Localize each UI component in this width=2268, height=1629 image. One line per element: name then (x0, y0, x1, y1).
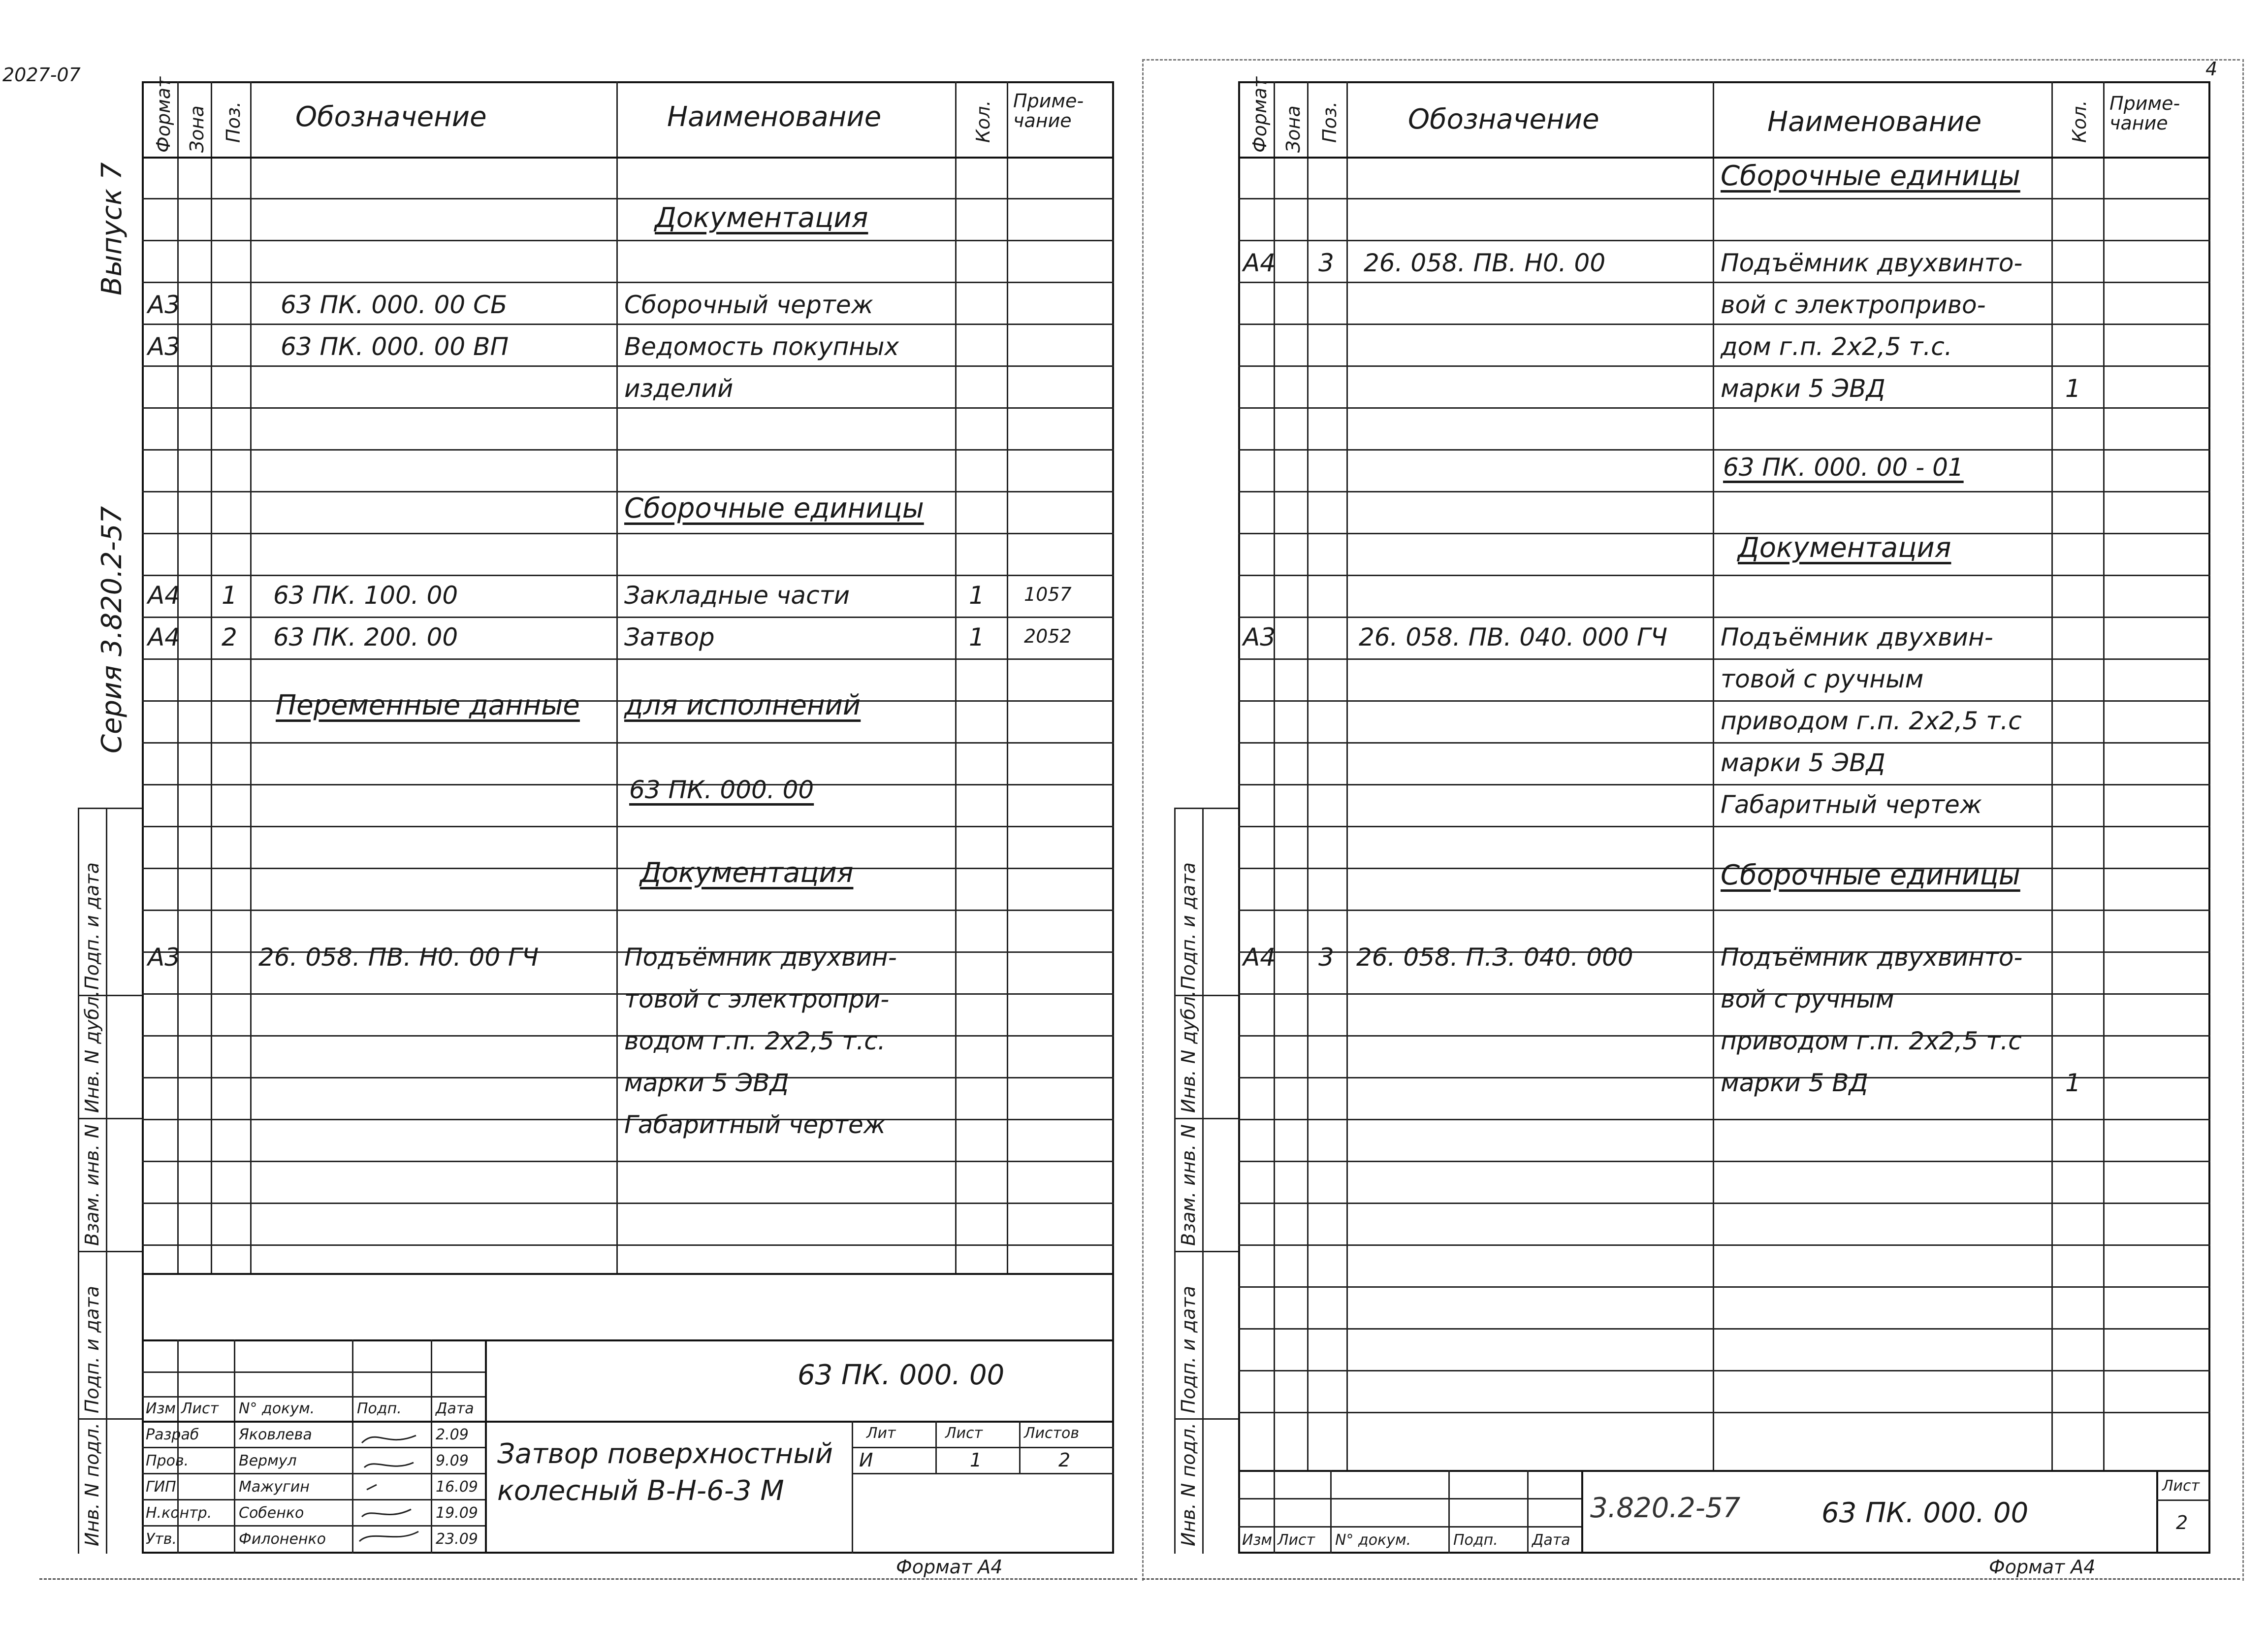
row-format: А4 (148, 581, 181, 610)
stamp-row (142, 1396, 485, 1398)
stamp-row (1238, 1498, 1581, 1499)
row-name: Подъёмник двухвинто- (1721, 943, 2023, 972)
hdr-zone: Зона (186, 105, 208, 153)
row-name: Закладные части (624, 581, 850, 610)
hdr-zone: Зона (1282, 105, 1304, 153)
col-line (955, 81, 957, 1273)
row-line (1238, 742, 2210, 744)
row-line (142, 407, 1114, 409)
row-line (1238, 407, 2210, 409)
stamp-col-label: Изм (1242, 1531, 1273, 1549)
row-line (142, 240, 1114, 241)
row-name: марки 5 ЭВД (624, 1069, 789, 1097)
stub-label: Подп. и дата (1178, 862, 1199, 990)
stamp-col (1527, 1470, 1529, 1554)
row-qty: 1 (969, 623, 985, 652)
hdr-pos: Поз. (223, 101, 244, 143)
row-line (1238, 533, 2210, 534)
row-line (1238, 1286, 2210, 1288)
row-line (142, 575, 1114, 576)
row-pos: 1 (222, 581, 237, 610)
row-qty: 1 (2065, 374, 2081, 403)
row-name: Затвор (624, 623, 715, 652)
row-name: марки 5 ЭВД (1721, 749, 1885, 777)
row-line (1238, 575, 2210, 576)
stamp-row (852, 1473, 1114, 1474)
stamp-person: Собенко (239, 1504, 304, 1522)
hdr-format: Формат (1249, 76, 1271, 153)
stamp-sheets: 2 (1058, 1449, 1071, 1471)
stamp-series: 3.820.2-57 (1590, 1492, 1741, 1524)
row-name: марки 5 ВД (1721, 1069, 1868, 1097)
stamp-col-label: N° докум. (1335, 1531, 1411, 1549)
row-designation: 63 ПК. 100. 00 (273, 581, 458, 610)
stamp-col-label: N° докум. (239, 1400, 315, 1417)
row-name: Документация (1738, 532, 1951, 564)
page-edge (39, 1578, 1137, 1580)
hdr-pos: Поз. (1319, 101, 1341, 143)
stamp-lit: И (859, 1449, 873, 1471)
row-line (142, 910, 1114, 911)
stamp-row (142, 1447, 485, 1448)
row-name: товой с ручным (1721, 665, 1924, 693)
row-format: А4 (148, 623, 181, 652)
stub-divider (1174, 1418, 1238, 1420)
row-note: 2052 (1024, 625, 1072, 647)
row-line (1238, 491, 2210, 492)
row-name: водом г.п. 2х2,5 т.с. (624, 1027, 886, 1055)
row-format: А3 (148, 291, 181, 319)
row-name: 63 ПК. 000. 00 (629, 776, 814, 804)
row-line (142, 742, 1114, 744)
row-line (1238, 1244, 2210, 1246)
row-line (1238, 198, 2210, 199)
col-line (177, 81, 179, 1273)
stub-divider (1174, 1118, 1238, 1119)
row-line (1238, 324, 2210, 325)
stamp-title: Затвор поверхностный (497, 1438, 833, 1470)
row-pos: 3 (1318, 943, 1334, 972)
row-line (142, 449, 1114, 451)
row-line (1238, 282, 2210, 283)
stamp-top-line (1238, 1470, 2210, 1472)
row-designation: 26. 058. ПВ. 040. 000 ГЧ (1359, 623, 1668, 652)
row-name: Подъёмник двухвин- (624, 943, 897, 972)
row-line (1238, 1370, 2210, 1371)
stamp-row (142, 1371, 485, 1373)
stamp-person: Вермул (239, 1452, 297, 1469)
stamp-col (1019, 1421, 1021, 1473)
row-designation: 26. 058. ПВ. Н0. 00 (1364, 249, 1606, 277)
stamp-date: 9.09 (436, 1452, 469, 1469)
stamp-col-label: Лист (1278, 1531, 1315, 1549)
row-line (1238, 617, 2210, 618)
stub-divider (1174, 1251, 1238, 1252)
stub-label: Взам. инв. N (81, 1124, 103, 1246)
page-edge (1142, 59, 2240, 61)
stamp-role: Утв. (146, 1531, 177, 1548)
stamp-code: 63 ПК. 000. 00 (1821, 1497, 2029, 1529)
row-line (142, 198, 1114, 199)
col-line (1007, 81, 1008, 1273)
stub-divider (1174, 808, 1238, 809)
sheet-separator (1142, 59, 1144, 1581)
row-line (142, 868, 1114, 869)
row-designation: 63 ПК. 000. 00 СБ (281, 291, 508, 319)
row-line (1238, 700, 2210, 702)
row-qty: 1 (2065, 1069, 2081, 1097)
stamp-col-label: Лист (181, 1400, 219, 1417)
row-name: Сборочные единицы (624, 492, 924, 524)
stub-border (78, 808, 79, 1554)
hdr-designation: Обозначение (295, 101, 487, 133)
stamp-row (142, 1499, 485, 1500)
hdr-note: Приме-чание (2109, 93, 2180, 134)
stamp-role: Н.контр. (146, 1504, 212, 1522)
row-name: Ведомость покупных (624, 332, 899, 361)
row-format: А4 (1243, 943, 1276, 972)
stub-label: Инв. N подл. (81, 1422, 103, 1546)
row-name: Сборочный чертеж (624, 291, 873, 319)
stamp-sheet-label: Лист (945, 1425, 983, 1442)
row-line (1238, 449, 2210, 451)
stamp-person: Филоненко (239, 1531, 326, 1548)
row-note: 1057 (1024, 584, 1072, 605)
row-line (142, 1161, 1114, 1162)
stamp-col (1448, 1470, 1450, 1554)
stamp-row (142, 1473, 485, 1474)
row-line (142, 1203, 1114, 1204)
col-line (2103, 81, 2105, 1470)
row-designation: 63 ПК. 200. 00 (273, 623, 458, 652)
row-name: товой с электропри- (624, 985, 890, 1013)
row-name: Документация (640, 857, 854, 889)
row-name: изделий (624, 374, 734, 403)
stamp-col (935, 1421, 937, 1473)
row-line (1238, 1161, 2210, 1162)
stamp-col (852, 1421, 853, 1554)
row-format: А3 (1243, 623, 1276, 652)
row-line (1238, 1119, 2210, 1120)
stamp-row (2156, 1499, 2210, 1501)
hdr-qty: Кол. (2069, 100, 2090, 143)
row-format: А4 (1243, 249, 1276, 277)
stub-label: Инв. N дубл. (1178, 990, 1199, 1113)
col-line (1274, 81, 1275, 1470)
stamp-col (2156, 1470, 2158, 1554)
row-line (1238, 658, 2210, 660)
col-line (250, 81, 252, 1273)
row-designation: 63 ПК. 000. 00 ВП (281, 332, 509, 361)
hdr-format: Формат (153, 76, 174, 153)
col-line (211, 81, 212, 1273)
row-name: приводом г.п. 2х2,5 т.с (1721, 707, 2022, 735)
row-line (1238, 1412, 2210, 1413)
corner-number: 2027-07 (2, 64, 81, 86)
row-name: вой с электроприво- (1721, 291, 1986, 319)
stamp-row (852, 1447, 1114, 1448)
stub-label: Подп. и дата (81, 1286, 103, 1413)
stamp-top-line (142, 1339, 1114, 1341)
stub-label: Инв. N дубл. (81, 990, 103, 1113)
stamp-col-label: Подп. (357, 1400, 402, 1417)
row-name: для исполнений (624, 689, 861, 721)
stamp-col-label: Дата (1532, 1531, 1570, 1549)
stamp-person: Яковлева (239, 1426, 312, 1443)
stub-label: Взам. инв. N (1178, 1124, 1199, 1246)
row-name: дом г.п. 2х2,5 т.с. (1721, 332, 1952, 361)
hdr-name: Наименование (667, 101, 882, 133)
signatures (357, 1423, 421, 1546)
row-name: Подъёмник двухвинто- (1721, 249, 2023, 277)
hdr-designation: Обозначение (1408, 103, 1599, 135)
header-line (1238, 157, 2210, 159)
row-designation: 26. 058. ПВ. Н0. 00 ГЧ (258, 943, 539, 972)
stamp-col-label: Изм (146, 1400, 176, 1417)
stamp-date: 19.09 (436, 1504, 478, 1522)
stamp-row (142, 1525, 485, 1527)
row-name: Сборочные единицы (1721, 859, 2020, 891)
stamp-row (142, 1421, 1114, 1423)
stamp-sheet: 1 (970, 1449, 982, 1471)
row-line (142, 324, 1114, 325)
stamp-person: Мажугин (239, 1478, 310, 1496)
row-designation: Переменные данные (276, 689, 580, 721)
page-edge (1142, 1578, 2240, 1580)
row-line (142, 1244, 1114, 1246)
row-name: Подъёмник двухвин- (1721, 623, 1993, 652)
stamp-code: 63 ПК. 000. 00 (798, 1359, 1005, 1391)
stub-divider (78, 1418, 142, 1420)
stamp-col (1274, 1470, 1275, 1554)
row-format: А3 (148, 332, 181, 361)
stub-label: Подп. и дата (1178, 1286, 1199, 1413)
stamp-col (485, 1339, 487, 1554)
col-line (1346, 81, 1348, 1470)
hdr-name: Наименование (1767, 106, 1982, 138)
row-designation: 26. 058. П.З. 040. 000 (1356, 943, 1633, 972)
row-pos: 2 (222, 623, 237, 652)
row-line (1238, 826, 2210, 827)
stamp-sheet: 2 (2176, 1512, 2188, 1533)
stub-border (106, 808, 107, 1554)
row-line (1238, 910, 2210, 911)
hdr-note: Приме-чание (1013, 90, 1084, 131)
page-corner: 4 (2205, 58, 2218, 80)
row-name: вой с ручным (1721, 985, 1894, 1013)
row-pos: 3 (1318, 249, 1334, 277)
row-name: Габаритный чертеж (624, 1110, 886, 1139)
stamp-title: колесный В-Н-6-3 М (497, 1475, 784, 1507)
stub-border (1202, 808, 1204, 1554)
stamp-sheets-label: Листов (1024, 1425, 1080, 1442)
stamp-col (1330, 1470, 1332, 1554)
row-qty: 1 (969, 581, 985, 610)
stub-divider (78, 1118, 142, 1119)
col-line (1307, 81, 1309, 1470)
row-line (1238, 1203, 2210, 1204)
stamp-lit-label: Лит (866, 1425, 896, 1442)
page-edge (2242, 59, 2244, 1581)
row-line (142, 533, 1114, 534)
row-line (1238, 240, 2210, 241)
row-line (142, 282, 1114, 283)
stamp-sheet-label: Лист (2162, 1477, 2200, 1495)
stamp-col (1581, 1470, 1583, 1554)
stamp-col-label: Дата (436, 1400, 474, 1417)
stamp-date: 2.09 (436, 1426, 469, 1443)
row-name: марки 5 ЭВД (1721, 374, 1885, 403)
format-label: Формат А4 (1989, 1556, 2096, 1578)
stub-label: Подп. и дата (81, 862, 103, 990)
stamp-col-label: Подп. (1453, 1531, 1498, 1549)
table-bottom-line (142, 1273, 1114, 1275)
row-format: А3 (148, 943, 181, 972)
stamp-role: Разраб (146, 1426, 199, 1443)
row-line (142, 826, 1114, 827)
row-line (1238, 1328, 2210, 1330)
hdr-qty: Кол. (972, 100, 994, 143)
col-line (1713, 81, 1714, 1470)
row-name: Документация (655, 202, 868, 234)
stamp-row (1238, 1526, 1581, 1528)
stamp-role: ГИП (146, 1478, 176, 1496)
row-line (142, 784, 1114, 785)
stub-border (1174, 808, 1176, 1554)
row-line (142, 658, 1114, 660)
stub-divider (78, 1251, 142, 1252)
col-line (2051, 81, 2053, 1470)
stub-divider (78, 808, 142, 809)
row-line (1238, 784, 2210, 785)
side-issue: Выпуск 7 (96, 162, 128, 295)
format-label: Формат А4 (896, 1556, 1003, 1578)
row-name: приводом г.п. 2х2,5 т.с (1721, 1027, 2022, 1055)
stamp-date: 16.09 (436, 1478, 478, 1496)
row-line (142, 365, 1114, 367)
side-series: Серия 3.820.2-57 (96, 506, 128, 753)
stamp-role: Пров. (146, 1452, 189, 1469)
col-line (616, 81, 618, 1273)
row-line (142, 617, 1114, 618)
row-name: 63 ПК. 000. 00 - 01 (1723, 453, 1964, 482)
row-name: Сборочные единицы (1721, 160, 2020, 192)
stamp-date: 23.09 (436, 1531, 478, 1548)
stub-label: Инв. N подл. (1178, 1422, 1199, 1546)
header-line (142, 157, 1114, 159)
row-name: Габаритный чертеж (1721, 790, 1982, 819)
row-line (1238, 365, 2210, 367)
